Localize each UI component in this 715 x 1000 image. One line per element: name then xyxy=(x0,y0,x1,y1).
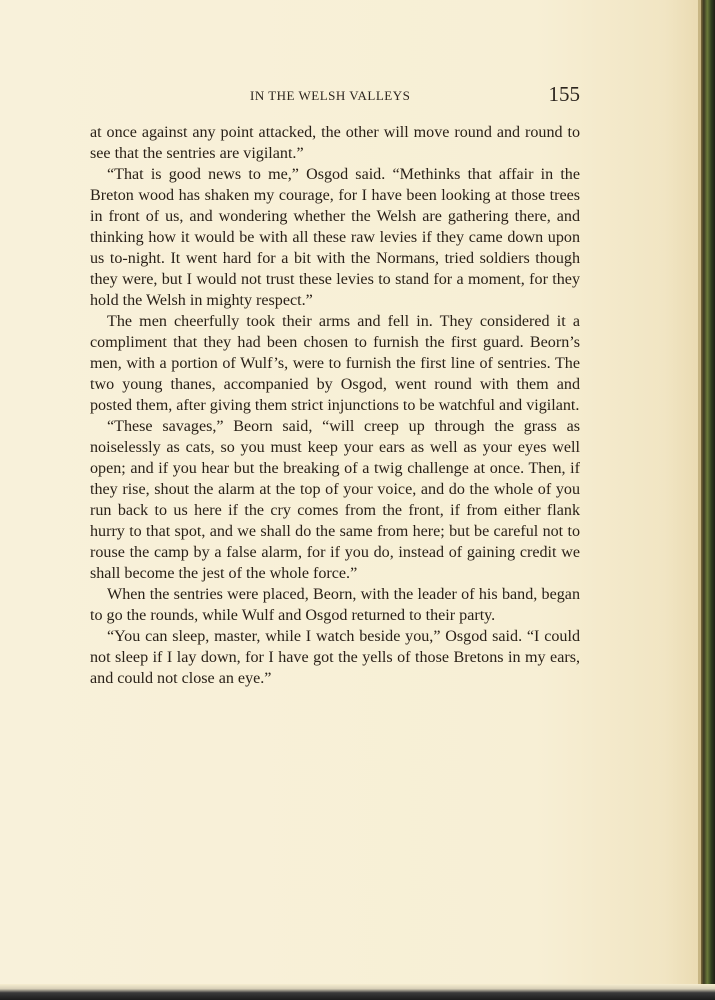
paragraph-4: “These savages,” Beorn said, “will creep up through the grass as noiselessly as cats, so you must keep your ears as well as your eyes well open; and if you hear but the breaking of a twig challenge at once. Then, if they rise, shout the alarm at the top of your voice, and do the whole of you run back to us here if the cry comes from the front, if from either flank hurry to that spot, and we shall do the same from here; but be careful not to rouse the camp by a false alarm, for if you do, instead of gaining credit we shall become the jest of the whole force.” xyxy=(90,418,580,582)
body-text xyxy=(90,122,580,689)
paragraph-3: The men cheerfully took their arms and fell in. They considered it a compliment that they had been chosen to furnish the first guard. Beorn’s men, with a portion of Wulf’s, were to furnish the first line of sentries. The two young thanes, accompanied by Osgod, went round with them and posted them, after giving them strict injunctions to be watchful and vigilant. xyxy=(90,313,580,414)
page-number: 155 xyxy=(548,82,580,106)
paragraph-2: “That is good news to me,” Osgod said. “Methinks that affair in the Breton wood has shaken my courage, for I have been looking at those trees in front of us, and wondering whether the Welsh are gathering there, and thinking how it would be with all these raw levies if they came down upon us to-night. It went hard for a bit with the Normans, tried soldiers though they were, but I would not trust these levies to stand for a moment, for they hold the Welsh in mighty respect.” xyxy=(90,166,580,309)
paragraph-5: When the sentries were placed, Beorn, with the leader of his band, began to go the rounds, while Wulf and Osgod returned to their party. xyxy=(90,586,580,624)
paragraph-1: at once against any point attacked, the other will move round and round to see that the sentries are vigilant.” xyxy=(90,124,580,162)
book-binding-edge xyxy=(701,0,715,1000)
book-bottom-edge xyxy=(0,984,715,1000)
running-title: IN THE WELSH VALLEYS xyxy=(250,88,411,103)
paragraph-6: “You can sleep, master, while I watch beside you,” Osgod said. “I could not sleep if I lay down, for I have got the yells of those Bretons in my ears, and could not close an eye.” xyxy=(90,628,580,687)
running-head xyxy=(90,82,580,110)
